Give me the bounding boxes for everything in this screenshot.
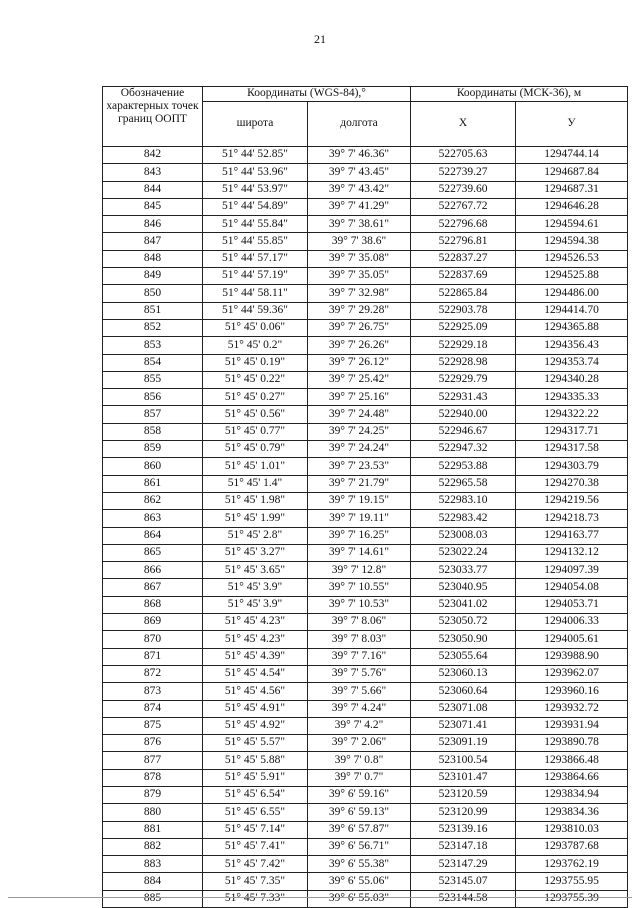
longitude-cell: 39° 6' 55.06" [308,873,411,890]
latitude-cell: 51° 45' 0.2" [203,337,308,354]
table-row [103,233,628,250]
y-cell: 1294303.79 [516,458,628,475]
latitude-cell: 51° 44' 59.36" [203,302,308,319]
point-id-cell: 870 [103,631,203,648]
table-row [103,389,628,406]
latitude-cell: 51° 44' 53.97" [203,181,308,198]
y-cell: 1294270.38 [516,475,628,492]
longitude-cell: 39° 7' 0.7" [308,769,411,786]
longitude-cell: 39° 7' 5.66" [308,683,411,700]
latitude-cell: 51° 45' 7.35" [203,873,308,890]
longitude-cell: 39° 7' 46.36" [308,147,411,164]
table-row [103,337,628,354]
y-cell: 1294097.39 [516,562,628,579]
point-id-cell: 863 [103,510,203,527]
latitude-cell: 51° 45' 4.56" [203,683,308,700]
longitude-cell: 39° 7' 19.11" [308,510,411,527]
table-row [103,406,628,423]
latitude-cell: 51° 45' 3.27" [203,544,308,561]
point-id-cell: 871 [103,648,203,665]
latitude-cell: 51° 45' 1.98" [203,492,308,509]
table-row [103,700,628,717]
x-cell: 523060.13 [411,665,516,682]
latitude-cell: 51° 45' 6.55" [203,804,308,821]
x-cell: 522929.79 [411,371,516,388]
latitude-cell: 51° 45' 0.27" [203,389,308,406]
point-id-cell: 876 [103,735,203,752]
y-cell: 1294365.88 [516,319,628,336]
y-cell: 1293864.66 [516,769,628,786]
header-y: У [516,102,628,147]
point-id-cell: 881 [103,821,203,838]
y-cell: 1293762.19 [516,856,628,873]
latitude-cell: 51° 45' 3.9" [203,596,308,613]
x-cell: 523120.59 [411,786,516,803]
latitude-cell: 51° 45' 5.88" [203,752,308,769]
point-id-cell: 880 [103,804,203,821]
table-row [103,596,628,613]
point-id-cell: 866 [103,562,203,579]
table-row [103,510,628,527]
longitude-cell: 39° 6' 55.38" [308,856,411,873]
y-cell: 1294687.84 [516,164,628,181]
longitude-cell: 39° 7' 8.06" [308,614,411,631]
x-cell: 523145.07 [411,873,516,890]
header-x: X [411,102,516,147]
point-id-cell: 858 [103,423,203,440]
header-longitude: долгота [308,102,411,147]
y-cell: 1293755.95 [516,873,628,890]
x-cell: 523060.64 [411,683,516,700]
x-cell: 522983.42 [411,510,516,527]
point-id-cell: 854 [103,354,203,371]
point-id-cell: 845 [103,198,203,215]
point-id-cell: 848 [103,250,203,267]
table-row [103,198,628,215]
y-cell: 1294594.38 [516,233,628,250]
y-cell: 1294340.28 [516,371,628,388]
longitude-cell: 39° 6' 57.87" [308,821,411,838]
table-row [103,164,628,181]
latitude-cell: 51° 45' 5.91" [203,769,308,786]
latitude-cell: 51° 45' 4.23" [203,614,308,631]
y-cell: 1293755.39 [516,890,628,907]
longitude-cell: 39° 6' 59.16" [308,786,411,803]
point-id-cell: 872 [103,665,203,682]
table-row [103,717,628,734]
y-cell: 1294687.31 [516,181,628,198]
x-cell: 522965.58 [411,475,516,492]
point-id-cell: 861 [103,475,203,492]
longitude-cell: 39° 7' 24.25" [308,423,411,440]
header-latitude: широта [203,102,308,147]
longitude-cell: 39° 7' 16.25" [308,527,411,544]
point-id-cell: 843 [103,164,203,181]
y-cell: 1294353.74 [516,354,628,371]
y-cell: 1294594.61 [516,216,628,233]
y-cell: 1294317.58 [516,441,628,458]
longitude-cell: 39° 6' 55.03" [308,890,411,907]
table-row [103,492,628,509]
header-wgs84: Координаты (WGS-84),° [203,87,411,102]
point-id-cell: 873 [103,683,203,700]
x-cell: 523040.95 [411,579,516,596]
latitude-cell: 51° 44' 53.96" [203,164,308,181]
x-cell: 522931.43 [411,389,516,406]
table-row [103,319,628,336]
y-cell: 1294053.71 [516,596,628,613]
latitude-cell: 51° 45' 4.54" [203,665,308,682]
x-cell: 523139.16 [411,821,516,838]
latitude-cell: 51° 45' 5.57" [203,735,308,752]
point-id-cell: 856 [103,389,203,406]
latitude-cell: 51° 45' 3.9" [203,579,308,596]
longitude-cell: 39° 7' 2.06" [308,735,411,752]
longitude-cell: 39° 7' 43.42" [308,181,411,198]
longitude-cell: 39° 7' 23.53" [308,458,411,475]
x-cell: 523050.72 [411,614,516,631]
longitude-cell: 39° 7' 26.75" [308,319,411,336]
header-msk36: Координаты (МСК-36), м [411,87,628,102]
table-row [103,423,628,440]
x-cell: 522837.69 [411,268,516,285]
y-cell: 1294486.00 [516,285,628,302]
table-row [103,614,628,631]
longitude-cell: 39° 7' 24.24" [308,441,411,458]
y-cell: 1294322.22 [516,406,628,423]
longitude-cell: 39° 7' 8.03" [308,631,411,648]
x-cell: 523144.58 [411,890,516,907]
longitude-cell: 39° 7' 7.16" [308,648,411,665]
y-cell: 1293988.90 [516,648,628,665]
x-cell: 523055.64 [411,648,516,665]
table-row [103,873,628,890]
table-row [103,354,628,371]
latitude-cell: 51° 45' 1.4" [203,475,308,492]
point-id-cell: 865 [103,544,203,561]
point-id-cell: 877 [103,752,203,769]
latitude-cell: 51° 45' 0.56" [203,406,308,423]
y-cell: 1294006.33 [516,614,628,631]
table-header [103,87,628,147]
bottom-rule [8,897,632,898]
point-id-cell: 860 [103,458,203,475]
latitude-cell: 51° 45' 0.19" [203,354,308,371]
point-id-cell: 847 [103,233,203,250]
latitude-cell: 51° 45' 7.41" [203,838,308,855]
point-id-cell: 874 [103,700,203,717]
page-number: 21 [314,32,326,46]
point-id-cell: 853 [103,337,203,354]
point-id-cell: 879 [103,786,203,803]
x-cell: 522837.27 [411,250,516,267]
point-id-cell: 850 [103,285,203,302]
x-cell: 523071.08 [411,700,516,717]
latitude-cell: 51° 44' 57.17" [203,250,308,267]
longitude-cell: 39° 7' 32.98" [308,285,411,302]
table-row [103,631,628,648]
longitude-cell: 39° 7' 21.79" [308,475,411,492]
longitude-cell: 39° 7' 38.61" [308,216,411,233]
longitude-cell: 39° 7' 26.26" [308,337,411,354]
table-row [103,250,628,267]
y-cell: 1293962.07 [516,665,628,682]
x-cell: 522739.60 [411,181,516,198]
point-id-cell: 862 [103,492,203,509]
longitude-cell: 39° 7' 25.42" [308,371,411,388]
latitude-cell: 51° 44' 55.85" [203,233,308,250]
latitude-cell: 51° 45' 7.14" [203,821,308,838]
y-cell: 1293932.72 [516,700,628,717]
x-cell: 523120.99 [411,804,516,821]
longitude-cell: 39° 7' 24.48" [308,406,411,423]
point-id-cell: 855 [103,371,203,388]
y-cell: 1293890.78 [516,735,628,752]
x-cell: 523101.47 [411,769,516,786]
y-cell: 1293960.16 [516,683,628,700]
x-cell: 522903.78 [411,302,516,319]
y-cell: 1294132.12 [516,544,628,561]
table-row [103,804,628,821]
latitude-cell: 51° 45' 3.65" [203,562,308,579]
point-id-cell: 869 [103,614,203,631]
y-cell: 1293866.48 [516,752,628,769]
longitude-cell: 39° 7' 43.45" [308,164,411,181]
table-row [103,735,628,752]
y-cell: 1294163.77 [516,527,628,544]
x-cell: 523033.77 [411,562,516,579]
longitude-cell: 39° 7' 10.53" [308,596,411,613]
longitude-cell: 39° 7' 35.08" [308,250,411,267]
point-id-cell: 868 [103,596,203,613]
point-id-cell: 864 [103,527,203,544]
table-row [103,769,628,786]
x-cell: 522946.67 [411,423,516,440]
table-row [103,544,628,561]
point-id-cell: 849 [103,268,203,285]
latitude-cell: 51° 45' 1.01" [203,458,308,475]
x-cell: 522739.27 [411,164,516,181]
point-id-cell: 885 [103,890,203,907]
table-body [103,147,628,908]
point-id-cell: 857 [103,406,203,423]
longitude-cell: 39° 7' 4.2" [308,717,411,734]
y-cell: 1293834.94 [516,786,628,803]
latitude-cell: 51° 45' 2.8" [203,527,308,544]
table-row [103,856,628,873]
x-cell: 523147.29 [411,856,516,873]
x-cell: 523091.19 [411,735,516,752]
longitude-cell: 39° 7' 38.6" [308,233,411,250]
y-cell: 1294054.08 [516,579,628,596]
longitude-cell: 39° 7' 29.28" [308,302,411,319]
x-cell: 522928.98 [411,354,516,371]
longitude-cell: 39° 7' 5.76" [308,665,411,682]
latitude-cell: 51° 45' 0.77" [203,423,308,440]
latitude-cell: 51° 44' 52.85" [203,147,308,164]
x-cell: 522947.32 [411,441,516,458]
point-id-cell: 844 [103,181,203,198]
x-cell: 522983.10 [411,492,516,509]
x-cell: 523041.02 [411,596,516,613]
x-cell: 523147.18 [411,838,516,855]
point-id-cell: 884 [103,873,203,890]
table-row [103,786,628,803]
y-cell: 1293931.94 [516,717,628,734]
table-row [103,527,628,544]
table-row [103,475,628,492]
latitude-cell: 51° 45' 4.91" [203,700,308,717]
x-cell: 522865.84 [411,285,516,302]
longitude-cell: 39° 7' 26.12" [308,354,411,371]
latitude-cell: 51° 45' 6.54" [203,786,308,803]
point-id-cell: 878 [103,769,203,786]
table-row [103,665,628,682]
longitude-cell: 39° 7' 14.61" [308,544,411,561]
latitude-cell: 51° 45' 0.79" [203,441,308,458]
point-id-cell: 842 [103,147,203,164]
latitude-cell: 51° 44' 58.11" [203,285,308,302]
x-cell: 522953.88 [411,458,516,475]
y-cell: 1294317.71 [516,423,628,440]
latitude-cell: 51° 45' 4.23" [203,631,308,648]
point-id-cell: 859 [103,441,203,458]
longitude-cell: 39° 7' 10.55" [308,579,411,596]
longitude-cell: 39° 7' 4.24" [308,700,411,717]
longitude-cell: 39° 6' 59.13" [308,804,411,821]
point-id-cell: 882 [103,838,203,855]
latitude-cell: 51° 45' 1.99" [203,510,308,527]
longitude-cell: 39° 7' 41.29" [308,198,411,215]
x-cell: 523050.90 [411,631,516,648]
latitude-cell: 51° 44' 55.84" [203,216,308,233]
y-cell: 1294525.88 [516,268,628,285]
longitude-cell: 39° 7' 35.05" [308,268,411,285]
latitude-cell: 51° 45' 4.39" [203,648,308,665]
y-cell: 1294219.56 [516,492,628,509]
y-cell: 1294414.70 [516,302,628,319]
table-row [103,371,628,388]
y-cell: 1293834.36 [516,804,628,821]
table-row [103,579,628,596]
point-id-cell: 883 [103,856,203,873]
coordinates-table [102,86,628,908]
table-row [103,838,628,855]
table-row [103,268,628,285]
x-cell: 523008.03 [411,527,516,544]
table-row [103,216,628,233]
table-row [103,302,628,319]
point-id-cell: 875 [103,717,203,734]
y-cell: 1294335.33 [516,389,628,406]
latitude-cell: 51° 45' 0.06" [203,319,308,336]
table-row [103,458,628,475]
x-cell: 522925.09 [411,319,516,336]
latitude-cell: 51° 45' 7.33" [203,890,308,907]
table-row [103,821,628,838]
longitude-cell: 39° 7' 0.8" [308,752,411,769]
longitude-cell: 39° 7' 25.16" [308,389,411,406]
latitude-cell: 51° 45' 0.22" [203,371,308,388]
point-id-cell: 852 [103,319,203,336]
x-cell: 523100.54 [411,752,516,769]
y-cell: 1294526.53 [516,250,628,267]
point-id-cell: 867 [103,579,203,596]
point-id-cell: 851 [103,302,203,319]
table-row [103,181,628,198]
x-cell: 523022.24 [411,544,516,561]
table-row [103,147,628,164]
y-cell: 1293810.03 [516,821,628,838]
table-row [103,562,628,579]
x-cell: 522767.72 [411,198,516,215]
header-designation: Обозначение характерных точек границ ООПТ [103,87,203,147]
latitude-cell: 51° 44' 57.19" [203,268,308,285]
latitude-cell: 51° 44' 54.89" [203,198,308,215]
table-row [103,441,628,458]
x-cell: 523071.41 [411,717,516,734]
table-row [103,285,628,302]
latitude-cell: 51° 45' 7.42" [203,856,308,873]
y-cell: 1294744.14 [516,147,628,164]
table-row [103,683,628,700]
point-id-cell: 846 [103,216,203,233]
latitude-cell: 51° 45' 4.92" [203,717,308,734]
x-cell: 522929.18 [411,337,516,354]
longitude-cell: 39° 7' 19.15" [308,492,411,509]
y-cell: 1293787.68 [516,838,628,855]
longitude-cell: 39° 7' 12.8" [308,562,411,579]
x-cell: 522796.81 [411,233,516,250]
y-cell: 1294005.61 [516,631,628,648]
x-cell: 522940.00 [411,406,516,423]
x-cell: 522796.68 [411,216,516,233]
y-cell: 1294218.73 [516,510,628,527]
table-row [103,648,628,665]
longitude-cell: 39° 6' 56.71" [308,838,411,855]
y-cell: 1294356.43 [516,337,628,354]
y-cell: 1294646.28 [516,198,628,215]
x-cell: 522705.63 [411,147,516,164]
table-row [103,752,628,769]
